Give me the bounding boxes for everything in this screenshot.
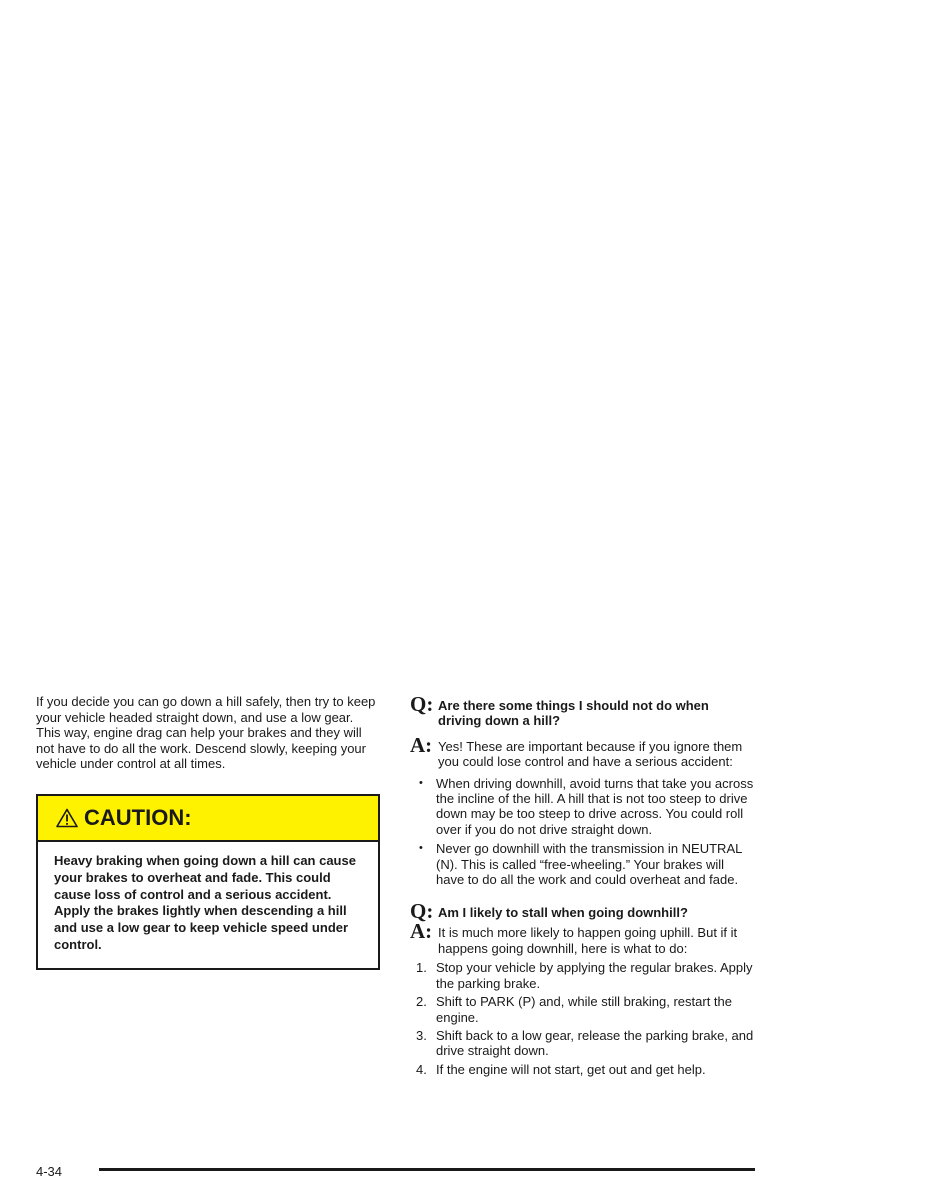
step-number: 4. <box>416 1061 427 1077</box>
left-column <box>36 694 380 970</box>
steps-list <box>410 960 754 1077</box>
step-text: Stop your vehicle by applying the regular brakes. Apply the parking brake. <box>436 960 753 991</box>
answer-text: It is much more likely to happen going uphill. But if it happens going downhill, here is what to do: <box>438 925 738 956</box>
answer-1 <box>410 732 754 770</box>
step-text: Shift to PARK (P) and, while still braking, restart the engine. <box>436 994 732 1025</box>
list-item <box>410 1062 754 1077</box>
step-number: 2. <box>416 994 427 1010</box>
a-marker: A: <box>410 919 433 944</box>
caution-box <box>36 794 380 970</box>
step-number: 1. <box>416 960 427 976</box>
step-number: 3. <box>416 1027 427 1043</box>
bullet-text: Never go downhill with the transmission in NEUTRAL (N). This is called “free-wheeling.” Your brakes will have to do all the work and could overheat and fade. <box>436 841 742 888</box>
bullet-list <box>410 776 754 888</box>
question-text: Are there some things I should not do when driving down a hill? <box>438 698 709 729</box>
step-text: If the engine will not start, get out and get help. <box>436 1061 706 1077</box>
q-marker: Q: <box>410 899 434 924</box>
caution-header <box>38 796 378 842</box>
caution-title: CAUTION: <box>84 804 192 830</box>
list-item <box>410 960 754 991</box>
bullet-marker: • <box>419 776 423 789</box>
q-marker: Q: <box>410 692 434 716</box>
list-item <box>410 841 754 887</box>
bullet-text: When driving downhill, avoid turns that take you across the incline of the hill. A hill that is not too steep to drive down may be too steep to drive across. You could roll over if you do not drive straight down. <box>436 775 754 837</box>
list-item <box>410 994 754 1025</box>
caution-text: Heavy braking when going down a hill can cause your brakes to overheat and fade. This could cause loss of control and a serious accident. Apply the brakes lightly when descending a hill and use a low gear to keep vehicle speed under control. <box>54 852 356 952</box>
step-text: Shift back to a low gear, release the parking brake, and drive straight down. <box>436 1027 754 1059</box>
list-item <box>410 1028 754 1059</box>
question-text: Am I likely to stall when going downhill? <box>438 905 688 921</box>
question-1 <box>410 694 754 729</box>
page-number: 4-34 <box>36 1164 63 1179</box>
bullet-marker: • <box>419 842 423 855</box>
answer-2 <box>410 921 754 956</box>
question-2 <box>410 899 754 924</box>
a-marker: A: <box>410 732 433 757</box>
list-item <box>410 776 754 838</box>
warning-triangle-icon <box>56 808 78 828</box>
footer-rule <box>99 1168 755 1171</box>
intro-paragraph: If you decide you can go down a hill safely, then try to keep your vehicle headed straight down, and use a low gear. This way, engine drag can help your brakes and they will not have to do all the work. Descend slowly, keeping your vehicle under control at all times. <box>36 694 376 772</box>
answer-text: Yes! These are important because if you ignore them you could lose control and have a serious accident: <box>438 738 743 770</box>
right-column <box>410 694 754 1077</box>
